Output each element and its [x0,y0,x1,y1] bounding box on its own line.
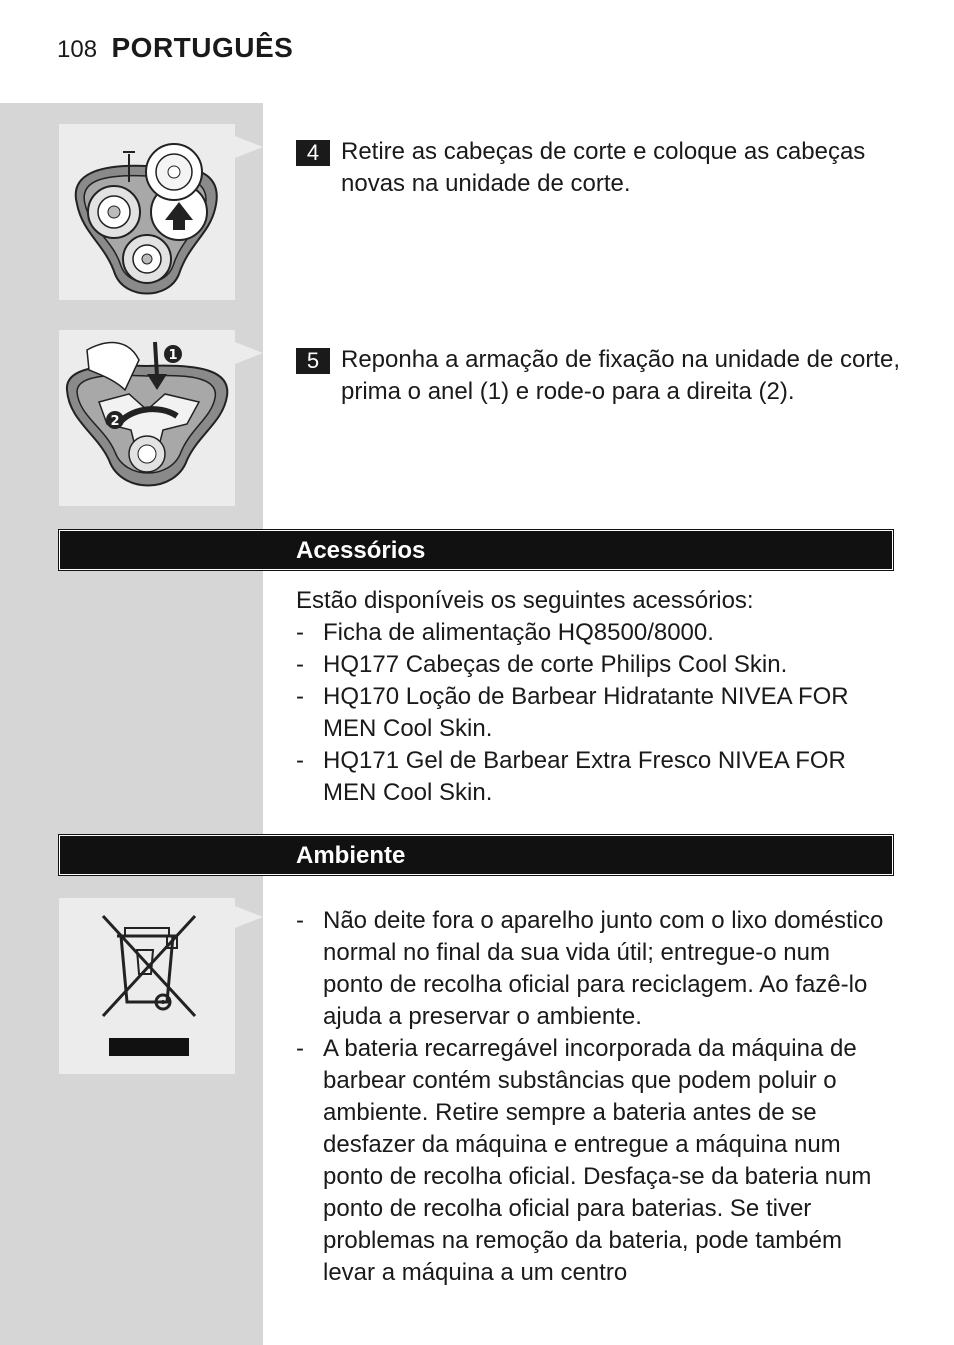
page-header [57,32,293,72]
section-title: Acessórios [296,537,426,564]
list-dash: - [296,907,304,934]
figure-shaving-heads [59,124,235,300]
accessories-content [296,585,896,809]
list-item-text: HQ170 Loção de Barbear Hidratante NIVEA FOR MEN Cool Skin. [323,683,849,742]
list-item [296,681,896,745]
figure-pointer [235,342,263,364]
list-item [296,1033,896,1289]
step-text: Reponha a armação de fixação na unidade de corte, prima o anel (1) e rode-o para a direita (2). [341,346,901,405]
step-number: 4 [296,140,330,166]
environment-list [296,905,896,1289]
figure-pointer [235,906,263,928]
shaving-heads-replace-icon [59,124,235,300]
page-language-title: PORTUGUÊS [111,32,294,63]
callout-2: 2 [110,414,120,429]
figure-retaining-frame [59,330,235,506]
callout-1: 1 [168,348,178,363]
step-number: 5 [296,348,330,374]
list-item-text: HQ177 Cabeças de corte Philips Cool Skin. [323,651,788,678]
list-item [296,617,896,649]
page-number: 108 [57,36,98,63]
figure-pointer [235,136,263,158]
section-title: Ambiente [296,842,406,869]
list-item-text: Não deite fora o aparelho junto com o lixo doméstico normal no final da sua vida útil; entregue-o num ponto de recolha oficial para reciclagem. Ao fazê-lo ajuda a preservar o ambiente. [323,907,884,1030]
list-item [296,905,896,1033]
list-item-text: A bateria recarregável incorporada da máquina de barbear contém substâncias que podem poluir o ambiente. Retire sempre a bateria antes de se desfazer da máquina e entregue a máquina num ponto de recolha oficial. Desfaça-se da bateria num ponto de recolha oficial para baterias. Se tiver problemas na remoção da bateria, pode também levar a máquina a um centro [323,1035,872,1286]
list-dash: - [296,747,304,774]
accessories-list [296,617,896,809]
figure-recycling-symbol [59,898,235,1074]
list-dash: - [296,683,304,710]
accessories-intro: Estão disponíveis os seguintes acessórios: [296,587,754,614]
crossed-bin-icon [59,898,235,1074]
list-item-text: Ficha de alimentação HQ8500/8000. [323,619,714,646]
list-dash: - [296,619,304,646]
list-dash: - [296,651,304,678]
environment-content [296,905,896,1289]
section-header-accessories [59,530,893,570]
step-text: Retire as cabeças de corte e coloque as cabeças novas na unidade de corte. [341,138,866,197]
list-dash: - [296,1035,304,1062]
list-item [296,649,896,681]
retaining-frame-icon [59,330,235,506]
list-item [296,745,896,809]
section-header-environment [59,835,893,875]
list-item-text: HQ171 Gel de Barbear Extra Fresco NIVEA FOR MEN Cool Skin. [323,747,846,806]
